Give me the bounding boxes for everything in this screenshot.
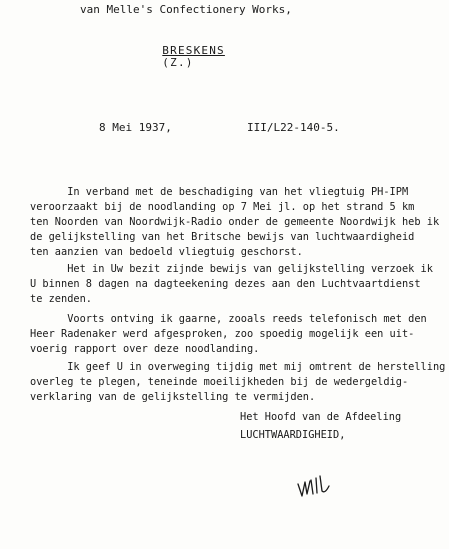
body-line: Heer Radenaker werd afgesproken, zoo spoedig mogelijk een uit- bbox=[30, 328, 415, 340]
closing-department: LUCHTWAARDIGHEID, bbox=[240, 429, 346, 441]
body-line: de gelijkstelling van het Britsche bewijs van luchtwaardigheid bbox=[30, 231, 415, 243]
reference-number: III/L22-140-5. bbox=[247, 121, 340, 134]
body-line: voerig rapport over deze noodlanding. bbox=[30, 343, 260, 355]
closing-title: Het Hoofd van de Afdeeling bbox=[240, 411, 402, 423]
body-line: U binnen 8 dagen na dagteekening dezes aan den Luchtvaartdienst bbox=[30, 278, 421, 290]
body-line: Voorts ontving ik gaarne, zooals reeds telefonisch met den bbox=[30, 313, 427, 325]
province: (Z.) bbox=[162, 56, 194, 69]
body-line: te zenden. bbox=[30, 293, 92, 305]
city-name: BRESKENS bbox=[162, 44, 225, 57]
signature-icon bbox=[295, 472, 335, 502]
body-line: Het in Uw bezit zijnde bewijs van gelijkstelling verzoek ik bbox=[30, 263, 433, 275]
body-line: ten aanzien van bedoeld vliegtuig geschorst. bbox=[30, 246, 303, 258]
addressee-city bbox=[131, 33, 225, 81]
body-line: verklaring van de gelijkstelling te vermijden. bbox=[30, 391, 316, 403]
body-line: ten Noorden van Noordwijk-Radio onder de gemeente Noordwijk heb ik bbox=[30, 216, 440, 228]
addressee-name: van Melle's Confectionery Works, bbox=[80, 3, 292, 16]
body-line: overleg te plegen, teneinde moeilijkheden bij de wedergeldig- bbox=[30, 376, 409, 388]
body-line: Ik geef U in overweging tijdig met mij omtrent de herstelling bbox=[30, 361, 446, 373]
letter-date: 8 Mei 1937, bbox=[99, 121, 172, 134]
body-line: In verband met de beschadiging van het vliegtuig PH-IPM bbox=[30, 186, 409, 198]
body-line: veroorzaakt bij de noodlanding op 7 Mei jl. op het strand 5 km bbox=[30, 201, 415, 213]
